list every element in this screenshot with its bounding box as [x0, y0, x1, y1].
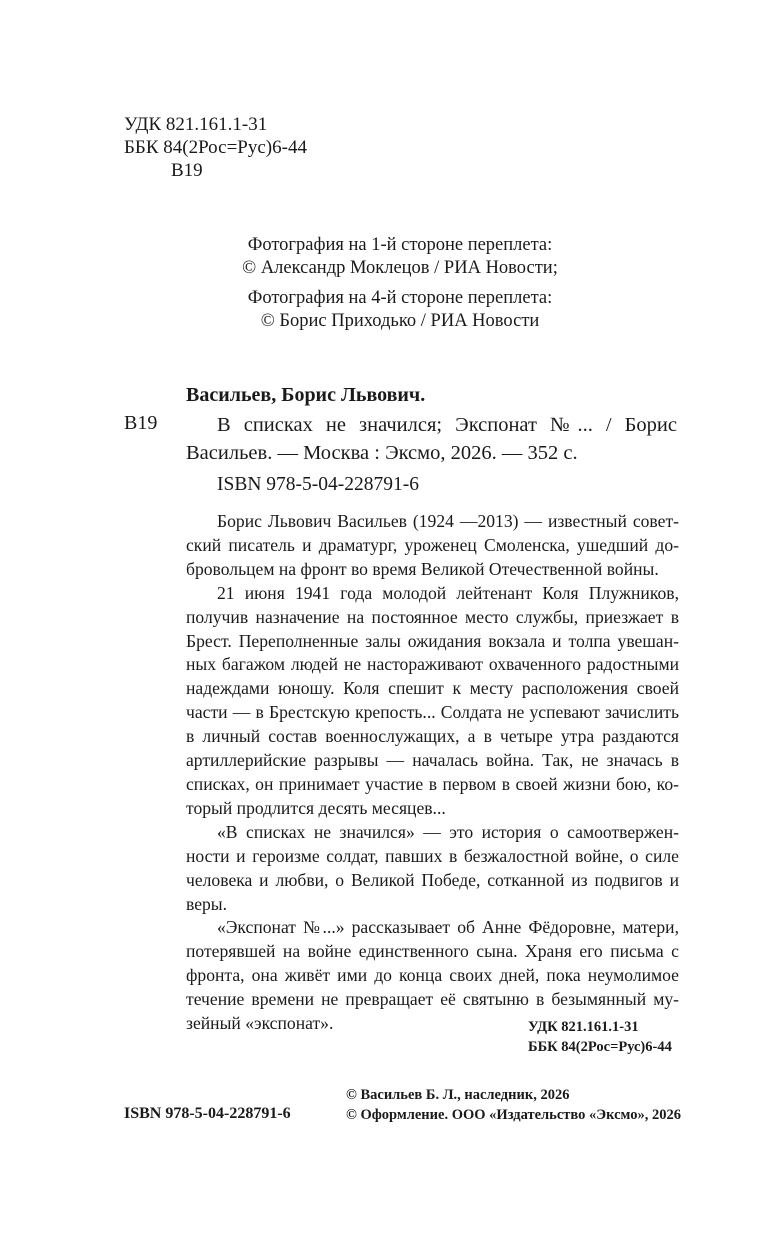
text-line: бровольцем на фронт во время Великой Отечественной войны. — [186, 558, 659, 579]
back-photo-label: Фотография на 4-й стороне переплета: — [247, 288, 553, 308]
footer-isbn: ISBN 978-5-04-228791-6 — [124, 1105, 291, 1122]
text-line: потерявшей на войне единственного сына. Храня его письма с — [186, 941, 679, 962]
front-photo-author: © Александр Моклецов / РИА Новости; — [242, 258, 558, 278]
annotation-paragraph — [186, 821, 679, 917]
footer-udk: УДК 821.161.1-31 — [528, 1019, 639, 1035]
bibliographic-code: В19 — [124, 412, 158, 434]
title-line: Васильев. — Москва : Эксмо, 2026. — 352 с. — [186, 442, 578, 464]
front-photo-label: Фотография на 1-й стороне переплета: — [247, 235, 553, 255]
text-line: ности и героизме солдат, павших в безжалостной войне, о силе — [186, 845, 679, 866]
text-line: ский писатель и драматург, уроженец Смоленска, ушедший до- — [186, 534, 679, 555]
back-photo-author: © Борис Приходько / РИА Новости — [260, 311, 540, 331]
footer-codes — [528, 1017, 672, 1057]
text-line: части — в Брестскую крепость... Солдата не успевают зачислить — [186, 702, 679, 723]
text-line: «В списках не значился» — это история о самоотвержен- — [217, 821, 679, 842]
catalog-codes — [124, 113, 307, 182]
text-line: торый продлится десять месяцев... — [186, 797, 446, 818]
text-line: артиллерийские разрывы — началась война. Так, не значась в — [186, 750, 679, 771]
text-line: течение времени не превращает её святыню в безымянный му- — [186, 989, 679, 1010]
isbn-entry: ISBN 978-5-04-228791-6 — [217, 474, 420, 495]
annotation-paragraph — [186, 582, 679, 821]
text-line: человека и любви, о Великой Победе, сотканной из подвигов и — [186, 869, 679, 890]
author-mark: В19 — [171, 160, 203, 181]
text-line: 21 июня 1941 года молодой лейтенант Коля Плужников, — [217, 582, 679, 603]
text-line: «Экспонат №...» рассказывает об Анне Фёдоровне, матери, — [217, 917, 679, 938]
copyright-design: © Оформление. ООО «Издательство «Эксмо», 2026 — [346, 1107, 681, 1123]
udk-code: УДК 821.161.1-31 — [124, 114, 268, 135]
bbk-code: ББК 84(2Рос=Рус)6-44 — [124, 137, 307, 158]
copyright-block — [346, 1085, 681, 1125]
annotation-paragraph — [186, 510, 679, 582]
copyright-author: © Васильев Б. Л., наследник, 2026 — [346, 1087, 570, 1103]
text-line: зейный «экспонат». — [186, 1013, 334, 1034]
title-line: В списках не значился; Экспонат №... / Борис — [217, 414, 677, 436]
footer-bbk: ББК 84(2Рос=Рус)6-44 — [528, 1039, 672, 1055]
title-entry — [186, 411, 677, 467]
text-line: Брест. Переполненные залы ожидания вокзала и толпа увешан- — [186, 630, 679, 651]
text-line: получив назначение на постоянное место службы, приезжает в — [186, 606, 679, 627]
front-photo-credit — [0, 234, 768, 280]
text-line: фронта, она живёт ими до конца своих дней, пока неумолимое — [186, 965, 679, 986]
text-line: ных багажом людей не настораживают охваченного радостными — [186, 654, 679, 675]
text-line: в личный состав военнослужащих, а в четыре утра раздаются — [186, 726, 679, 747]
book-author: Васильев, Борис Львович. — [186, 384, 426, 406]
text-line: веры. — [186, 893, 228, 914]
text-line: списках, он принимает участие в первом в своей жизни бою, ко- — [186, 773, 679, 794]
annotation — [186, 510, 679, 1036]
text-line: надеждами юношу. Коля спешит к месту расположения своей — [186, 678, 679, 699]
back-photo-credit — [0, 287, 768, 333]
text-line: Борис Львович Васильев (1924 —2013) — известный совет- — [217, 511, 679, 531]
